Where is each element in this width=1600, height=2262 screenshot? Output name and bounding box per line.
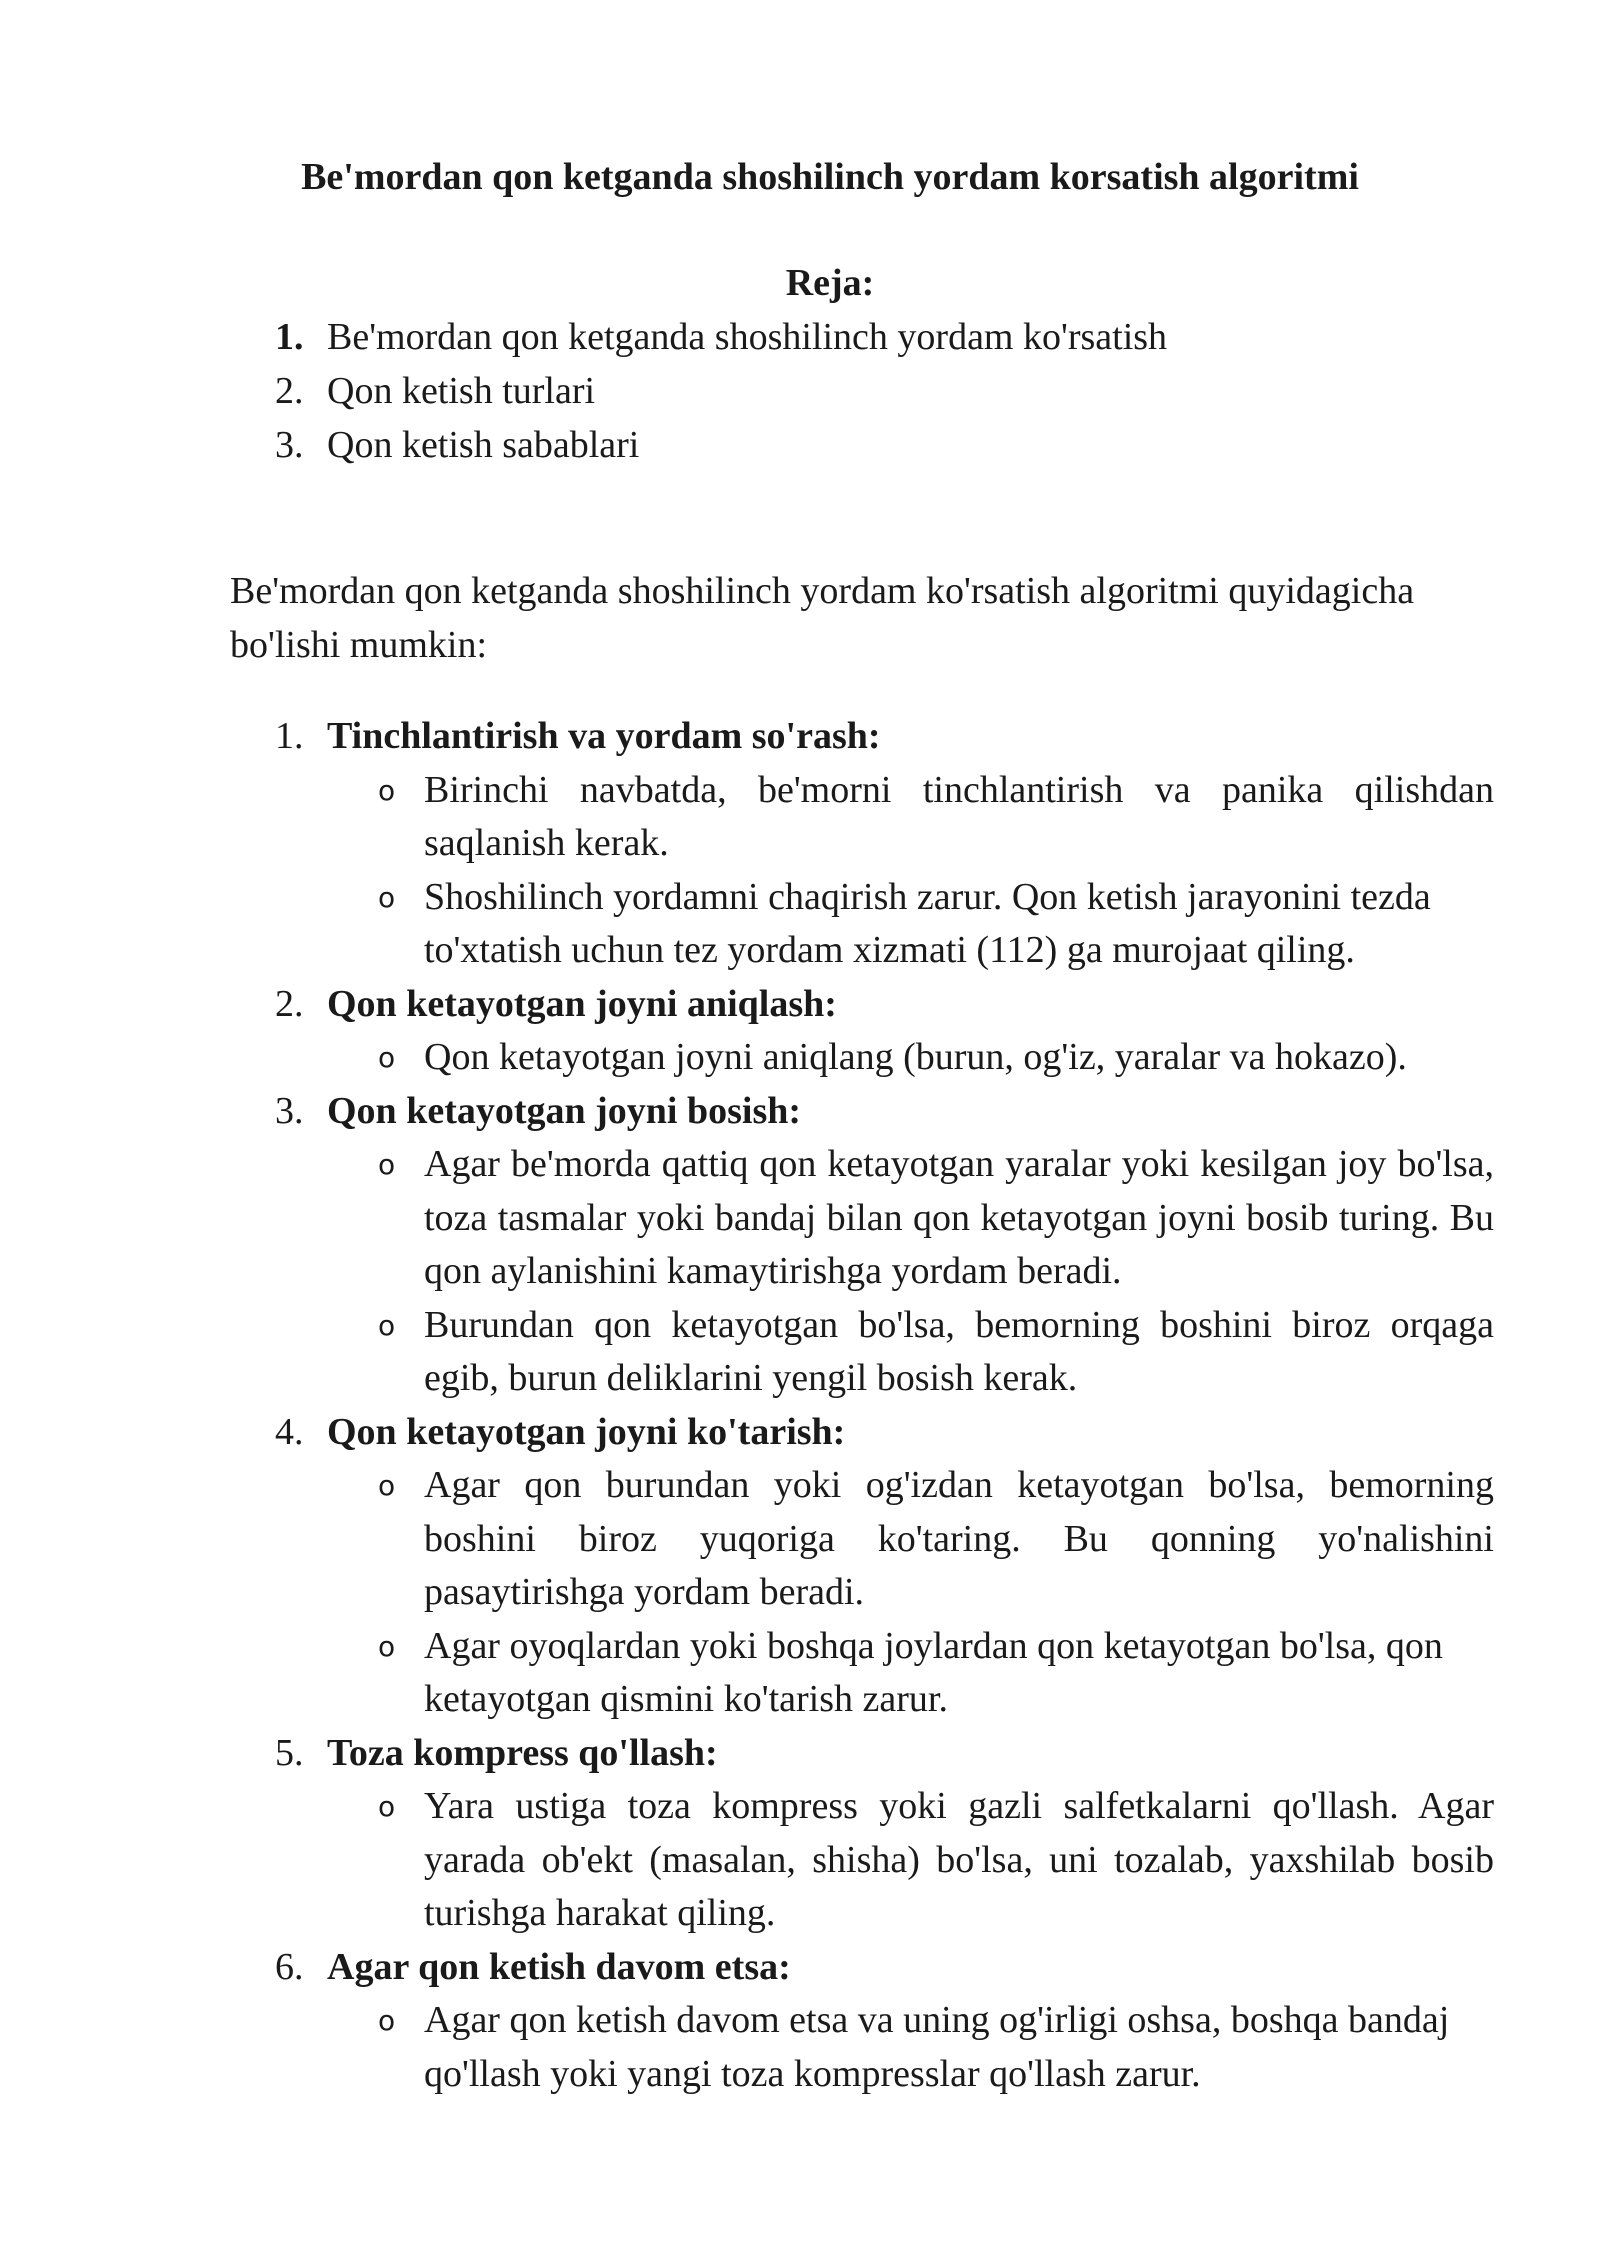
plan-item-text: Be'mordan qon ketganda shoshilinch yordam ko'rsatish [327, 316, 1168, 358]
bullet-item [378, 1459, 1494, 1620]
step-bullets [327, 1138, 1515, 1406]
bullet-item [378, 1031, 1514, 1085]
plan-item-number: 1. [275, 316, 304, 358]
step-number: 5. [275, 1731, 304, 1774]
bullet-text: Shoshilinch yordamni chaqirish zarur. Qon ketish jarayonini tezda to'xtatish uchun tez yordam xizmati (112) ga murojaat qiling. [424, 875, 1431, 971]
step-number: 6. [275, 1945, 304, 1988]
plan-item-text: Qon ketish sabablari [327, 424, 640, 466]
plan-item [275, 418, 1167, 472]
plan-item [275, 310, 1167, 364]
step-title: Toza kompress qo'llash: [327, 1731, 718, 1774]
step-title: Tinchlantirish va yordam so'rash: [327, 715, 881, 757]
bullet-text: Agar qon ketish davom etsa va uning og'irligi oshsa, boshqa bandaj qo'llash yoki yangi toza kompresslar qo'llash zarur. [424, 1999, 1450, 2095]
step-item [275, 1406, 1515, 1727]
intro-paragraph: Be'mordan qon ketganda shoshilinch yordam ko'rsatish algoritmi quyidagicha bo'lishi mumkin: [230, 570, 1415, 666]
step-bullets [327, 1459, 1515, 1727]
step-item [275, 1085, 1515, 1406]
step-item [275, 1941, 1515, 2102]
plan-item-number: 3. [275, 424, 304, 466]
bullet-circle-icon: o [378, 880, 396, 914]
bullet-circle-icon: o [378, 1629, 396, 1663]
bullet-text: Burundan qon ketayotgan bo'lsa, bemorning boshini biroz orqaga egib, burun deliklarini yengil bosish kerak. [424, 1303, 1494, 1399]
step-number: 1. [275, 715, 304, 757]
bullet-item [378, 764, 1494, 871]
bullet-text: Qon ketayotgan joyni aniqlang (burun, og'iz, yaralar va hokazo). [424, 1036, 1407, 1078]
step-title: Qon ketayotgan joyni aniqlash: [327, 982, 837, 1025]
bullet-circle-icon: o [378, 1790, 396, 1823]
bullet-circle-icon: o [378, 1148, 396, 1181]
plan-list [275, 310, 1167, 472]
plan-item-number: 2. [275, 370, 304, 412]
bullet-item [378, 1138, 1494, 1299]
bullet-text: Agar oyoqlardan yoki boshqa joylardan qon ketayotgan bo'lsa, qon ketayotgan qismini ko'tarish zarur. [424, 1624, 1443, 1720]
step-number: 4. [275, 1410, 304, 1453]
plan-item [275, 364, 1167, 418]
bullet-circle-icon: o [378, 773, 396, 807]
step-title: Qon ketayotgan joyni bosish: [327, 1089, 802, 1132]
step-bullets [327, 1994, 1515, 2101]
bullet-circle-icon: o [378, 1041, 396, 1074]
step-bullets [327, 764, 1515, 978]
step-item [275, 710, 1515, 978]
step-bullets [327, 1780, 1515, 1941]
bullet-text: Yara ustiga toza kompress yoki gazli salfetkalarni qo'llash. Agar yarada ob'ekt (masalan, shisha) bo'lsa, uni tozalab, yaxshilab bosib turishga harakat qiling. [424, 1785, 1494, 1934]
algorithm-steps [275, 710, 1515, 2101]
step-bullets [327, 1031, 1515, 1085]
plan-heading: Reja: [785, 262, 875, 304]
bullet-item [378, 871, 1514, 978]
plan-item-text: Qon ketish turlari [327, 370, 596, 412]
bullet-text: Agar be'morda qattiq qon ketayotgan yaralar yoki kesilgan joy bo'lsa, toza tasmalar yoki bandaj bilan qon ketayotgan joyni bosib turing. Bu qon aylanishini kamaytirishga yordam beradi. [424, 1143, 1494, 1292]
bullet-text: Birinchi navbatda, be'morni tinchlantirish va panika qilishdan saqlanish kerak. [424, 768, 1494, 864]
bullet-circle-icon: o [378, 1469, 396, 1502]
step-title: Qon ketayotgan joyni ko'tarish: [327, 1410, 846, 1453]
bullet-circle-icon: o [378, 1308, 396, 1342]
bullet-item [378, 1620, 1514, 1727]
bullet-text: Agar qon burundan yoki og'izdan ketayotgan bo'lsa, bemorning boshini biroz yuqoriga ko'taring. Bu qonning yo'nalishini pasaytirishga yordam beradi. [424, 1464, 1494, 1613]
document-title: Be'mordan qon ketganda shoshilinch yordam korsatish algoritmi [301, 156, 1359, 198]
step-title: Agar qon ketish davom etsa: [327, 1945, 791, 1988]
step-number: 3. [275, 1089, 304, 1132]
step-item [275, 1727, 1515, 1941]
bullet-circle-icon: o [378, 2004, 396, 2037]
step-number: 2. [275, 982, 304, 1025]
step-item [275, 978, 1515, 1085]
bullet-item [378, 1780, 1494, 1941]
bullet-item [378, 1994, 1514, 2101]
bullet-item [378, 1299, 1494, 1406]
